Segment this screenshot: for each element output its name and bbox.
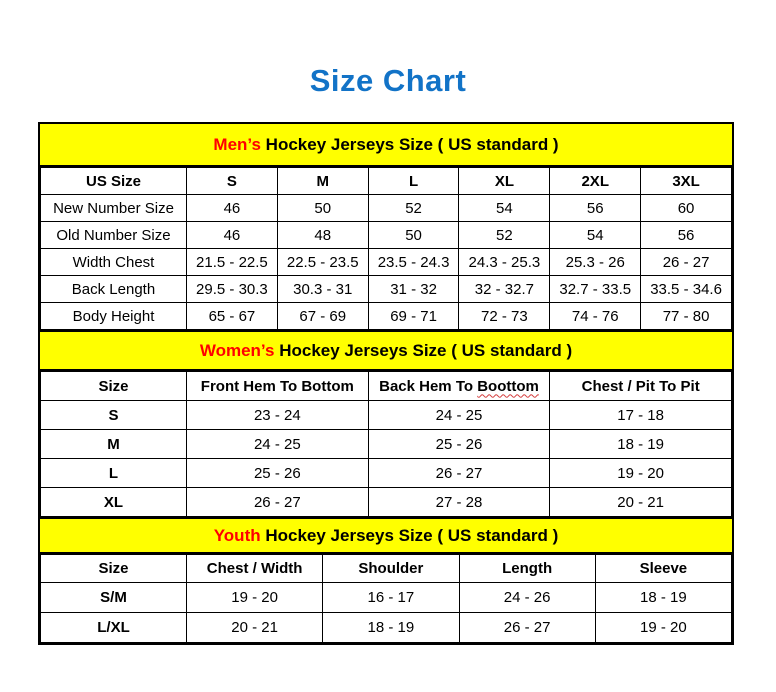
table-row xyxy=(41,583,732,613)
column-header: Chest / Pit To Pit xyxy=(550,372,732,401)
row-label: M xyxy=(41,430,187,459)
size-cell: 17 - 18 xyxy=(550,401,732,430)
header-row xyxy=(41,168,732,195)
table-row xyxy=(41,276,732,303)
table-row xyxy=(41,613,732,643)
row-label: Width Chest xyxy=(41,249,187,276)
section-header-mens xyxy=(40,124,732,167)
table-row xyxy=(41,249,732,276)
row-label: S/M xyxy=(41,583,187,613)
section-header-youth xyxy=(40,517,732,554)
size-cell: 31 - 32 xyxy=(368,276,459,303)
column-header: 2XL xyxy=(550,168,641,195)
column-header: L xyxy=(368,168,459,195)
section-header-text: Hockey Jerseys Size ( US standard ) xyxy=(260,135,559,154)
column-header: US Size xyxy=(41,168,187,195)
column-header: M xyxy=(277,168,368,195)
table-row xyxy=(41,459,732,488)
section-header-womens xyxy=(40,330,732,371)
column-header: Length xyxy=(459,555,595,583)
size-cell: 19 - 20 xyxy=(595,613,731,643)
section-header-accent: Women’s xyxy=(199,341,275,360)
column-header: S xyxy=(187,168,278,195)
size-cell: 18 - 19 xyxy=(323,613,459,643)
header-row xyxy=(41,372,732,401)
column-header: Shoulder xyxy=(323,555,459,583)
size-cell: 50 xyxy=(368,222,459,249)
misspelled-word: Boottom xyxy=(477,377,539,395)
size-cell: 25 - 26 xyxy=(368,430,550,459)
section-header-accent: Youth xyxy=(213,526,261,545)
youth-size-table xyxy=(40,554,732,643)
size-cell: 18 - 19 xyxy=(595,583,731,613)
size-cell: 52 xyxy=(368,195,459,222)
table-row xyxy=(41,488,732,517)
column-header xyxy=(368,372,550,401)
size-cell: 67 - 69 xyxy=(277,303,368,330)
column-header: Sleeve xyxy=(595,555,731,583)
column-header: Size xyxy=(41,555,187,583)
page-title: Size Chart xyxy=(309,63,467,98)
size-cell: 50 xyxy=(277,195,368,222)
size-cell: 46 xyxy=(187,222,278,249)
size-cell: 69 - 71 xyxy=(368,303,459,330)
size-cell: 54 xyxy=(550,222,641,249)
column-header: 3XL xyxy=(641,168,732,195)
row-label: Old Number Size xyxy=(41,222,187,249)
section-header-text: Hockey Jerseys Size ( US standard ) xyxy=(274,341,573,360)
size-cell: 22.5 - 23.5 xyxy=(277,249,368,276)
size-cell: 23 - 24 xyxy=(187,401,369,430)
column-header: Front Hem To Bottom xyxy=(187,372,369,401)
size-chart-tables xyxy=(38,122,734,645)
size-cell: 46 xyxy=(187,195,278,222)
table-row xyxy=(41,430,732,459)
size-cell: 26 - 27 xyxy=(641,249,732,276)
header-row xyxy=(41,555,732,583)
size-cell: 20 - 21 xyxy=(187,613,323,643)
column-header: Chest / Width xyxy=(187,555,323,583)
size-cell: 74 - 76 xyxy=(550,303,641,330)
row-label: S xyxy=(41,401,187,430)
size-cell: 52 xyxy=(459,222,550,249)
column-header-text: Back Hem To xyxy=(379,377,478,395)
size-cell: 21.5 - 22.5 xyxy=(187,249,278,276)
section-header-accent: Men’s xyxy=(213,135,261,154)
size-cell: 24.3 - 25.3 xyxy=(459,249,550,276)
size-cell: 33.5 - 34.6 xyxy=(641,276,732,303)
column-header: Size xyxy=(41,372,187,401)
size-cell: 23.5 - 24.3 xyxy=(368,249,459,276)
size-cell: 20 - 21 xyxy=(550,488,732,517)
row-label: XL xyxy=(41,488,187,517)
size-cell: 18 - 19 xyxy=(550,430,732,459)
size-cell: 54 xyxy=(459,195,550,222)
row-label: New Number Size xyxy=(41,195,187,222)
size-cell: 24 - 25 xyxy=(368,401,550,430)
size-cell: 48 xyxy=(277,222,368,249)
size-cell: 77 - 80 xyxy=(641,303,732,330)
row-label: L xyxy=(41,459,187,488)
size-cell: 24 - 26 xyxy=(459,583,595,613)
mens-size-table xyxy=(40,167,732,330)
table-row xyxy=(41,303,732,330)
size-cell: 32 - 32.7 xyxy=(459,276,550,303)
size-cell: 30.3 - 31 xyxy=(277,276,368,303)
section-header-text: Hockey Jerseys Size ( US standard ) xyxy=(260,526,559,545)
size-cell: 25.3 - 26 xyxy=(550,249,641,276)
size-cell: 56 xyxy=(550,195,641,222)
size-cell: 27 - 28 xyxy=(368,488,550,517)
row-label: Body Height xyxy=(41,303,187,330)
size-cell: 16 - 17 xyxy=(323,583,459,613)
size-cell: 32.7 - 33.5 xyxy=(550,276,641,303)
size-cell: 26 - 27 xyxy=(187,488,369,517)
column-header: XL xyxy=(459,168,550,195)
size-cell: 60 xyxy=(641,195,732,222)
size-cell: 24 - 25 xyxy=(187,430,369,459)
row-label: L/XL xyxy=(41,613,187,643)
size-cell: 26 - 27 xyxy=(459,613,595,643)
size-cell: 26 - 27 xyxy=(368,459,550,488)
table-row xyxy=(41,222,732,249)
womens-size-table xyxy=(40,371,732,517)
size-cell: 19 - 20 xyxy=(550,459,732,488)
size-cell: 19 - 20 xyxy=(187,583,323,613)
table-row xyxy=(41,195,732,222)
size-cell: 25 - 26 xyxy=(187,459,369,488)
table-row xyxy=(41,401,732,430)
size-cell: 29.5 - 30.3 xyxy=(187,276,278,303)
size-cell: 56 xyxy=(641,222,732,249)
size-cell: 65 - 67 xyxy=(187,303,278,330)
row-label: Back Length xyxy=(41,276,187,303)
size-cell: 72 - 73 xyxy=(459,303,550,330)
